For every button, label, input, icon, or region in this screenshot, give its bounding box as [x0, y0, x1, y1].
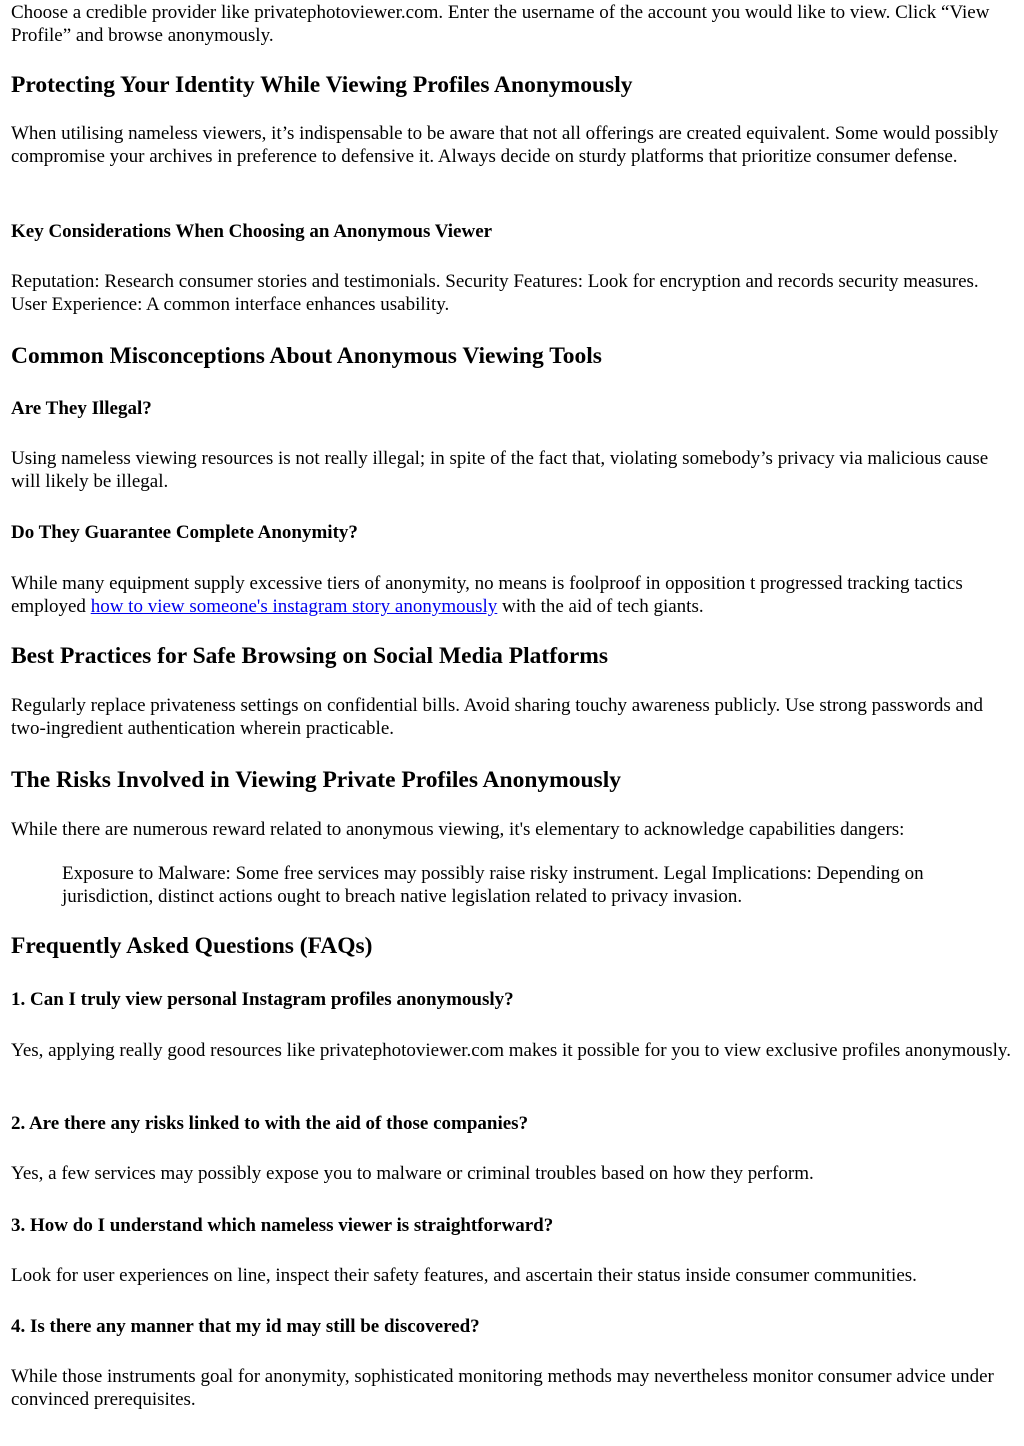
faq-answer-4: While those instruments goal for anonymity, sophisticated monitoring methods may nevertheless monitor consumer advice under convinced prerequisites.: [11, 1366, 994, 1411]
instagram-story-link[interactable]: how to view someone's instagram story anonymously: [90, 596, 498, 618]
subheading-illegal: Are They Illegal?: [11, 398, 152, 419]
risks-blockquote: Exposure to Malware: Some free services may possibly raise risky instrument. Legal Implications: Depending on jurisdiction, distinct actions ought to breach native legislation related to privacy invasion.: [62, 863, 924, 908]
paragraph-illegal: Using nameless viewing resources is not really illegal; in spite of the fact that, violating somebody’s privacy via malicious cause will likely be illegal.: [11, 448, 989, 493]
subheading-key-considerations: Key Considerations When Choosing an Anonymous Viewer: [11, 221, 493, 242]
paragraph-anonymity-text-end: with the aid of tech giants.: [497, 596, 704, 618]
section-heading-protecting-identity: Protecting Your Identity While Viewing Profiles Anonymously: [11, 72, 633, 98]
faq-question-4: 4. Is there any manner that my id may still be discovered?: [11, 1316, 480, 1337]
section-heading-faqs: Frequently Asked Questions (FAQs): [11, 933, 373, 959]
section-heading-misconceptions: Common Misconceptions About Anonymous Viewing Tools: [11, 343, 602, 369]
paragraph-risks: While there are numerous reward related to anonymous viewing, it's elementary to acknowledge capabilities dangers:: [11, 819, 905, 840]
subheading-anonymity: Do They Guarantee Complete Anonymity?: [11, 522, 358, 543]
paragraph-anonymity: [11, 572, 1016, 618]
faq-question-1: 1. Can I truly view personal Instagram profiles anonymously?: [11, 989, 514, 1010]
section-heading-best-practices: Best Practices for Safe Browsing on Social Media Platforms: [11, 643, 608, 669]
paragraph-anonymity-text-start: While many equipment supply excessive tiers of anonymity, no means is foolproof in opposition t progressed tracking tactics employed: [11, 573, 963, 618]
faq-answer-2: Yes, a few services may possibly expose you to malware or criminal troubles based on how they perform.: [11, 1163, 814, 1184]
faq-answer-1: Yes, applying really good resources like privatephotoviewer.com makes it possible for you to view exclusive profiles anonymously.: [11, 1040, 1011, 1061]
intro-paragraph: Choose a credible provider like privatephotoviewer.com. Enter the username of the account you would like to view. Click “View Profile” and browse anonymously.: [11, 2, 990, 47]
paragraph-identity: When utilising nameless viewers, it’s indispensable to be aware that not all offerings are created equivalent. Some would possibly compromise your archives in preference to defensive it. Always decide on sturdy platforms that prioritize consumer defense.: [11, 123, 999, 168]
paragraph-considerations: Reputation: Research consumer stories and testimonials. Security Features: Look for encryption and records security measures. User Experience: A common interface enhances usability.: [11, 271, 979, 316]
section-heading-risks: The Risks Involved in Viewing Private Profiles Anonymously: [11, 767, 621, 793]
faq-question-2: 2. Are there any risks linked to with the aid of those companies?: [11, 1113, 529, 1134]
faq-answer-3: Look for user experiences on line, inspect their safety features, and ascertain their status inside consumer communities.: [11, 1265, 917, 1286]
paragraph-best-practices: Regularly replace privateness settings on confidential bills. Avoid sharing touchy awareness publicly. Use strong passwords and two-ingredient authentication wherein practicable.: [11, 695, 983, 740]
faq-question-3: 3. How do I understand which nameless viewer is straightforward?: [11, 1215, 554, 1236]
